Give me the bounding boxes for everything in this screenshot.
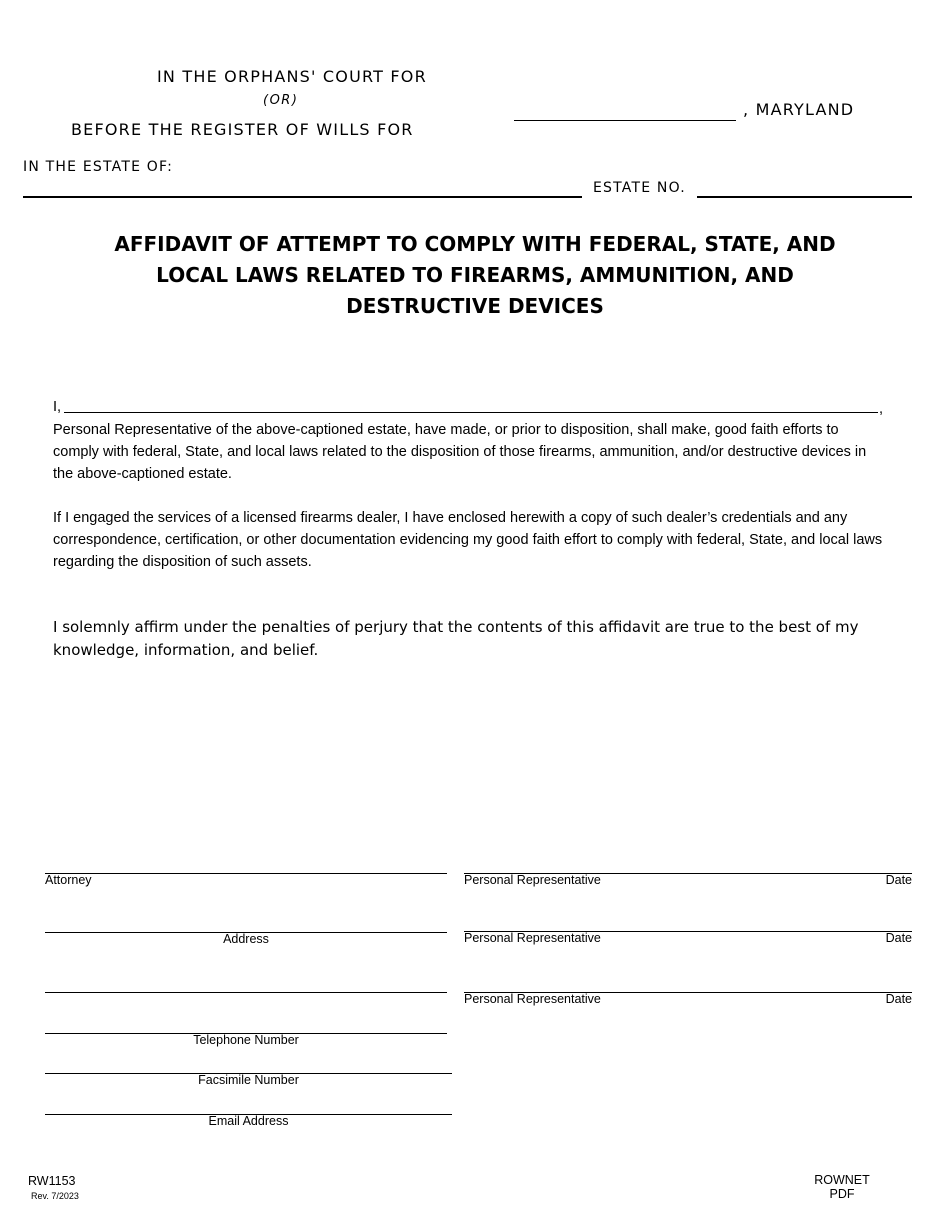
email-label: Email Address xyxy=(208,1114,289,1128)
or-line: (OR) xyxy=(263,93,299,108)
rownet-mark xyxy=(800,1173,884,1201)
date-label-2: Date xyxy=(885,931,912,945)
title-line-3: DESTRUCTIVE DEVICES xyxy=(346,294,604,318)
estate-of-label: IN THE ESTATE OF: xyxy=(23,159,174,175)
telephone-label: Telephone Number xyxy=(193,1033,299,1047)
personal-rep-label-1: Personal Representative xyxy=(464,873,601,887)
i-label: I, xyxy=(53,399,62,415)
county-field[interactable] xyxy=(514,120,736,121)
affirmation: I solemnly affirm under the penalties of perjury that the contents of this affidavit are true to the best of my knowledge, information, and belief. xyxy=(53,618,859,659)
estate-of-field[interactable] xyxy=(23,196,582,198)
court-line: IN THE ORPHANS' COURT FOR xyxy=(157,67,427,86)
revision-date: Rev. 7/2023 xyxy=(31,1191,79,1201)
form-number: RW1153 xyxy=(28,1174,76,1188)
paragraph-1: Personal Representative of the above-captioned estate, have made, or prior to disposition, shall make, good faith efforts to comply with federal, State, and local laws related to the disposition of those firearms, ammunition, and/or destructive devices in the above-captioned estate. xyxy=(53,422,867,482)
form-title xyxy=(40,229,910,322)
personal-rep-label-2: Personal Representative xyxy=(464,931,601,945)
estate-no-label: ESTATE NO. xyxy=(593,180,686,196)
rownet-text: ROWNET xyxy=(814,1173,870,1187)
state-suffix: , MARYLAND xyxy=(743,100,855,119)
title-line-1: AFFIDAVIT OF ATTEMPT TO COMPLY WITH FEDERAL, STATE, AND xyxy=(114,232,836,256)
paragraph-2: If I engaged the services of a licensed firearms dealer, I have enclosed herewith a copy of such dealer’s credentials and any correspondence, certification, or other documentation evidencing my good faith effort to comply with federal, State, and local laws regarding the disposition of such assets. xyxy=(53,510,883,570)
name-comma: , xyxy=(879,401,884,417)
pdf-text: PDF xyxy=(829,1187,855,1201)
address-label: Address xyxy=(223,932,269,946)
date-label-3: Date xyxy=(885,992,912,1006)
representative-name-field[interactable] xyxy=(64,412,878,413)
facsimile-label: Facsimile Number xyxy=(198,1073,299,1087)
attorney-label: Attorney xyxy=(45,873,92,887)
date-label-1: Date xyxy=(885,873,912,887)
title-line-2: LOCAL LAWS RELATED TO FIREARMS, AMMUNITION, AND xyxy=(156,263,794,287)
estate-no-field[interactable] xyxy=(697,196,912,198)
personal-rep-label-3: Personal Representative xyxy=(464,992,601,1006)
address-line-2[interactable] xyxy=(45,992,447,993)
attorney-signature-line[interactable] xyxy=(45,873,447,874)
register-line: BEFORE THE REGISTER OF WILLS FOR xyxy=(71,120,414,139)
